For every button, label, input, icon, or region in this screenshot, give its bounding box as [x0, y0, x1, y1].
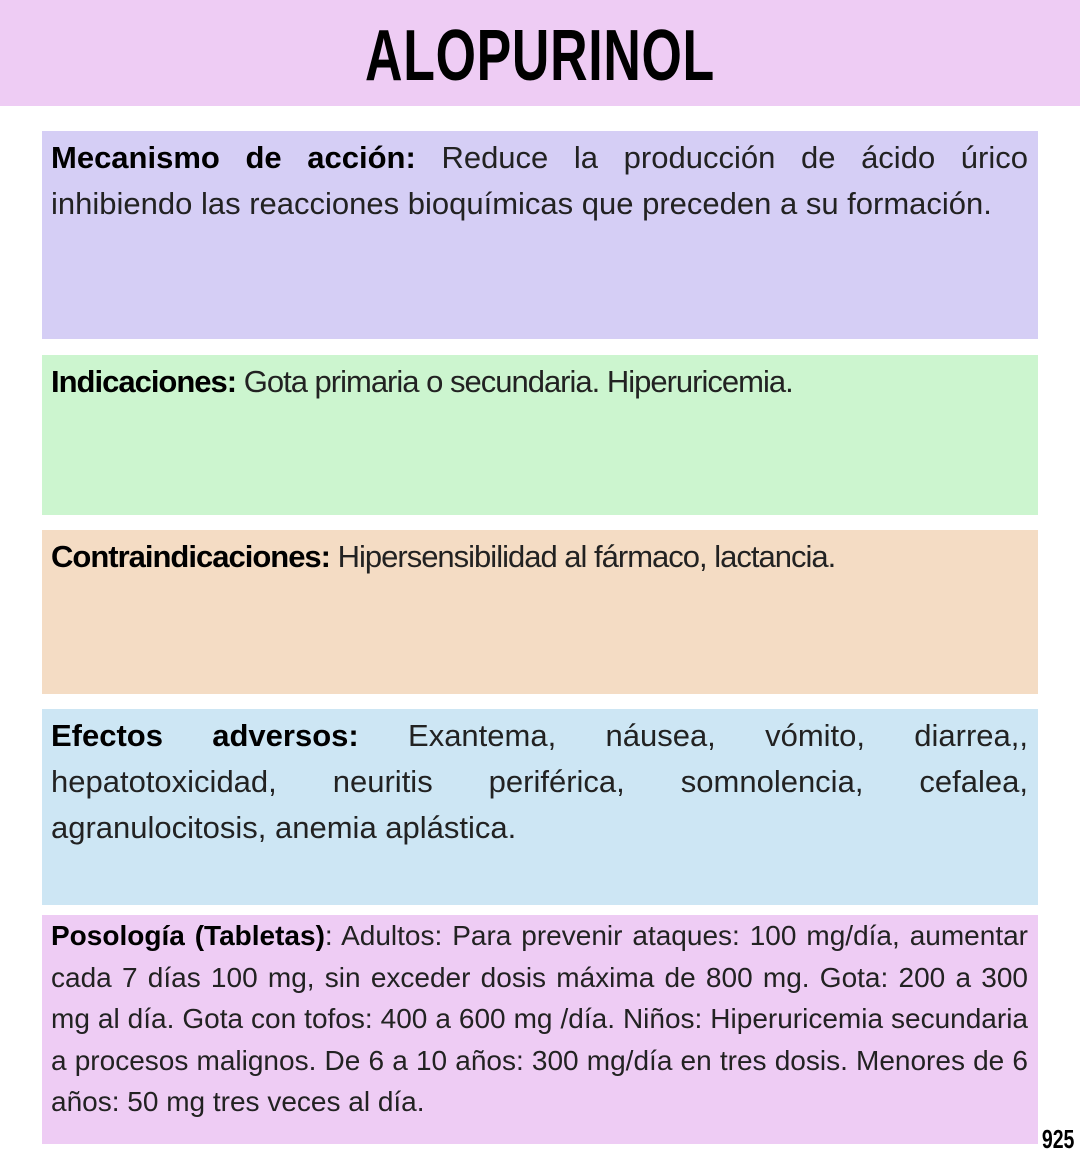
- section-label: Indicaciones:: [51, 364, 237, 399]
- section-text: Exantema, náusea, vómito, diarrea,, hepatotoxicidad, neuritis periférica, somnolencia, cefalea, agranulocitosis, anemia aplástica.: [51, 718, 1028, 845]
- section-label: Efectos adversos:: [51, 718, 359, 753]
- section-mecanismo: [42, 131, 1038, 339]
- drug-title: ALOPURINOL: [365, 16, 715, 96]
- title-banner: [0, 0, 1080, 106]
- section-label: Mecanismo de acción:: [51, 140, 416, 175]
- section-indicaciones: [42, 355, 1038, 515]
- section-text: Reduce la producción de ácido úrico inhibiendo las reacciones bioquímicas que preceden a su formación.: [51, 140, 1028, 221]
- section-posologia: [42, 915, 1038, 1144]
- section-efectos-adversos: [42, 709, 1038, 905]
- page-number: 925: [1041, 1124, 1074, 1154]
- section-contraindicaciones: [42, 530, 1038, 694]
- section-text: Gota primaria o secundaria. Hiperuricemia.: [236, 364, 793, 399]
- section-text: Hipersensibilidad al fármaco, lactancia.: [330, 539, 836, 574]
- section-label: Posología (Tabletas): [51, 920, 325, 951]
- section-text: : Adultos: Para prevenir ataques: 100 mg/día, aumentar cada 7 días 100 mg, sin exceder dosis máxima de 800 mg. Gota: 200 a 300 mg al día. Gota con tofos: 400 a 600 mg /día. Niños: Hiperuricemia secundaria a procesos malignos. De 6 a 10 años: 300 mg/día en tres dosis. Menores de 6 años: 50 mg tres veces al día.: [51, 920, 1028, 1117]
- section-label: Contraindicaciones:: [51, 539, 330, 574]
